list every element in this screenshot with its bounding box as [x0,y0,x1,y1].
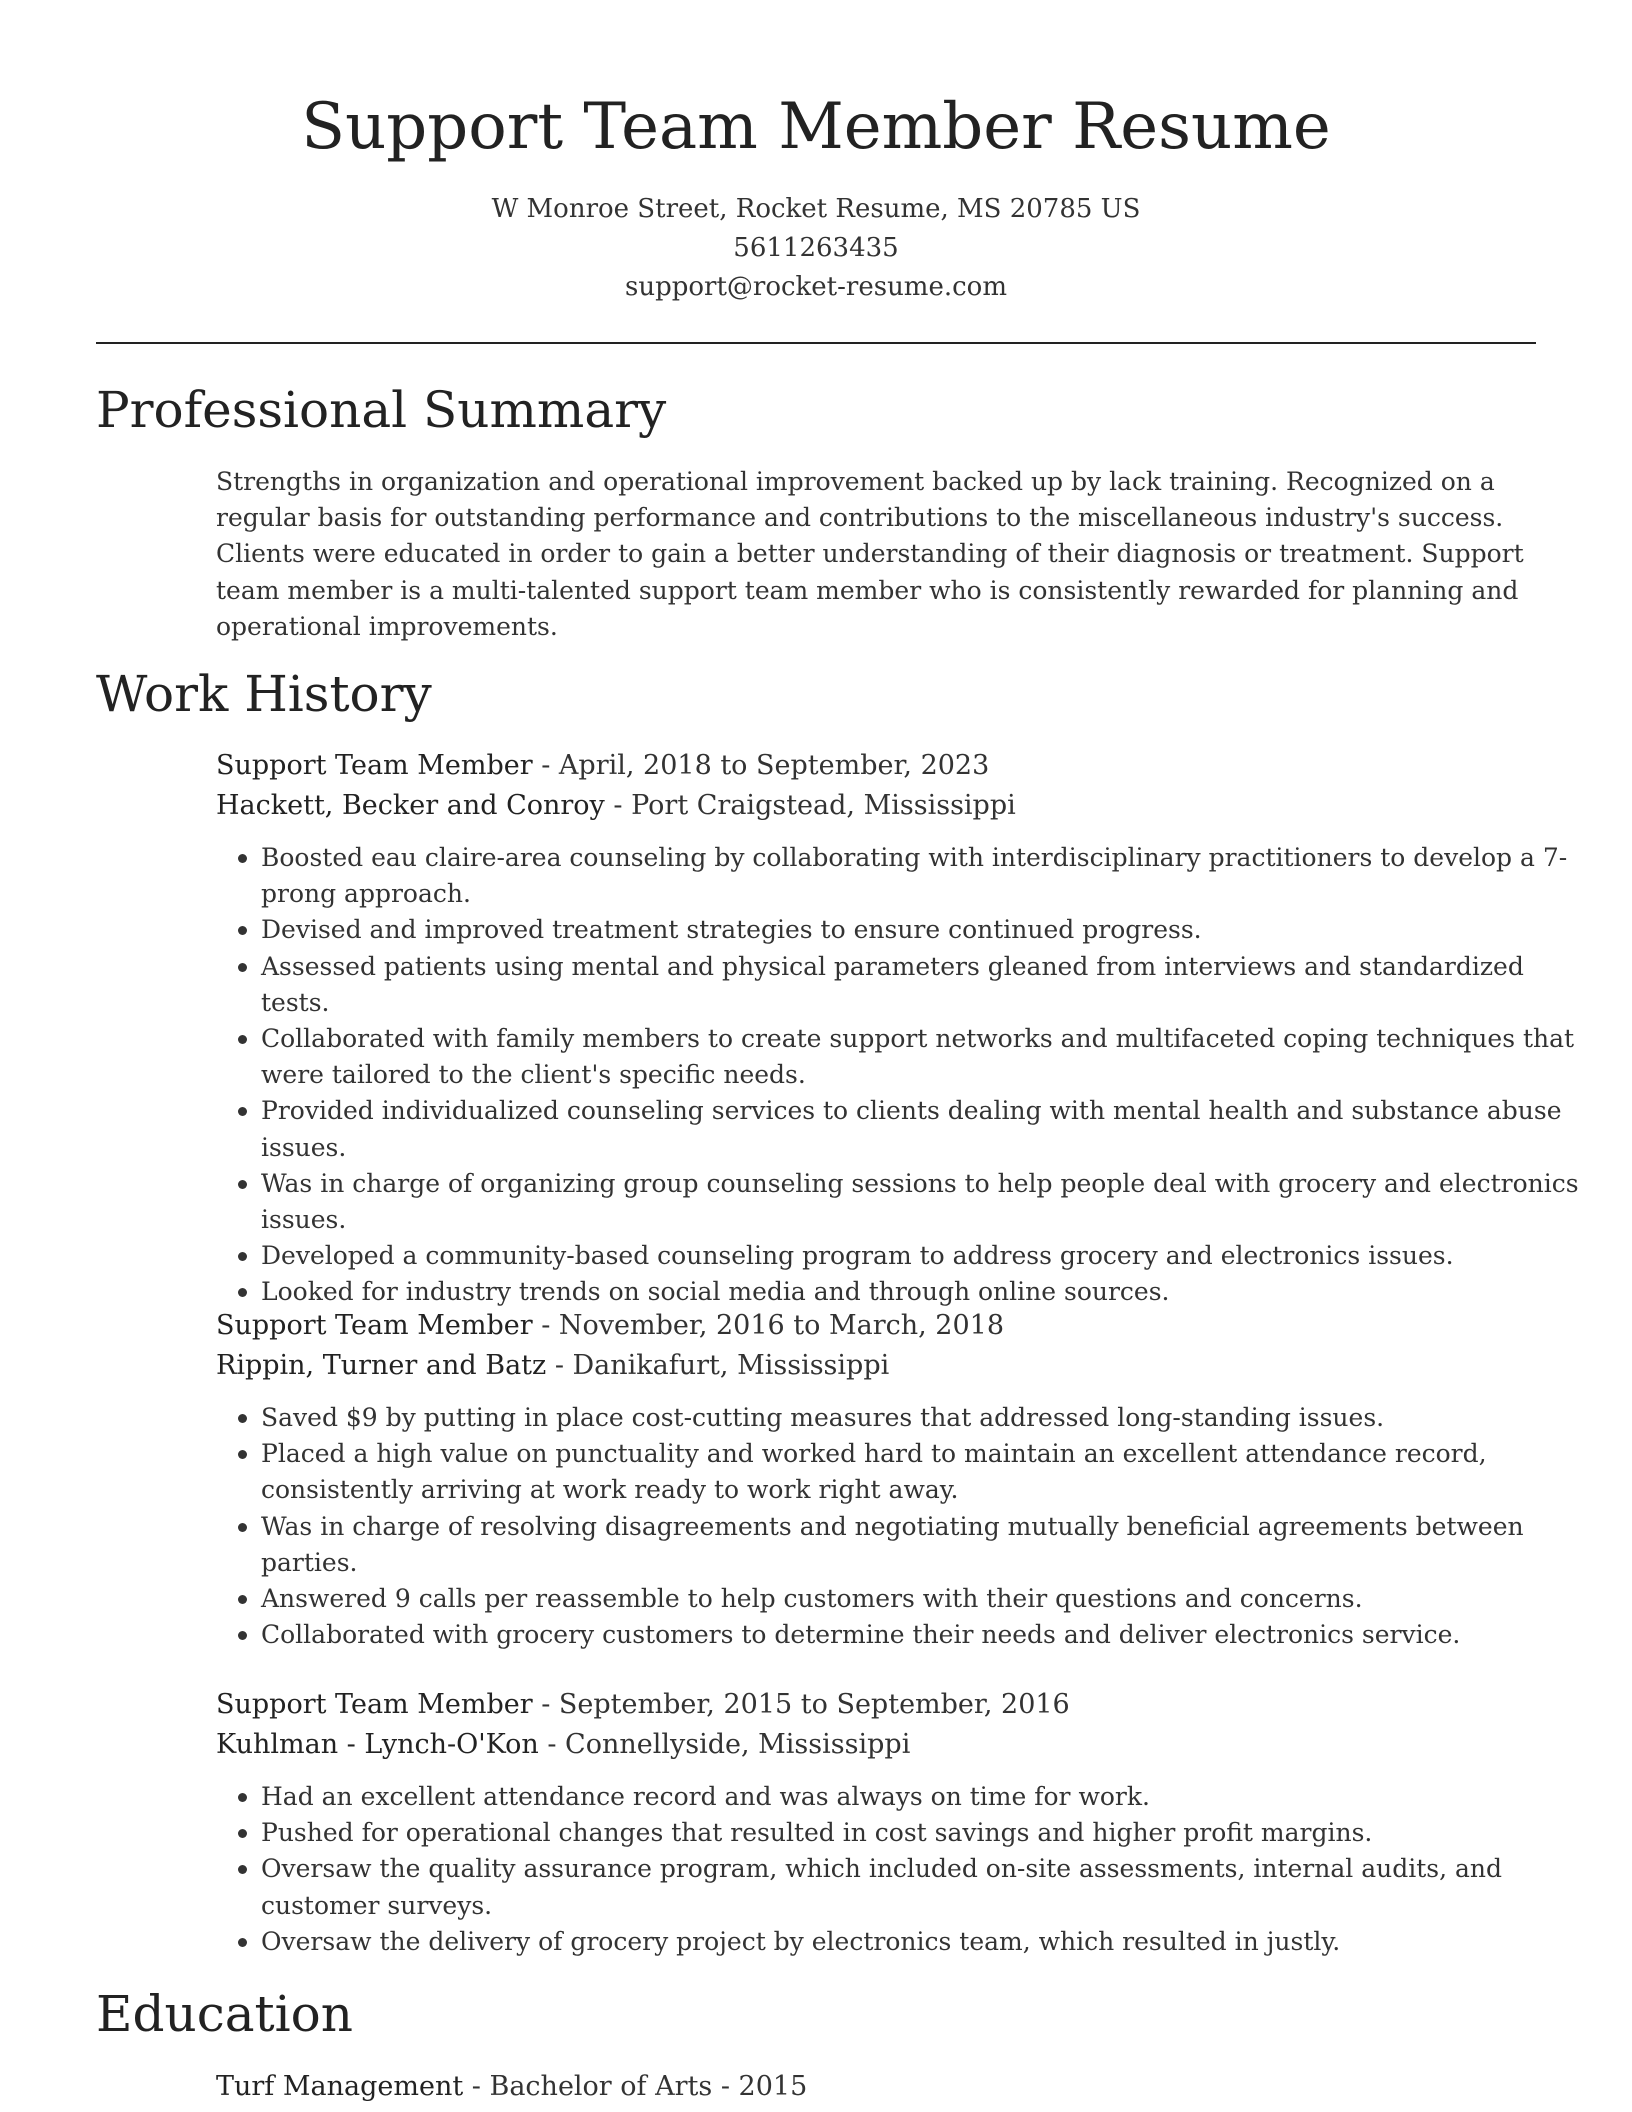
job-role: Support Team Member [216,750,533,781]
duty-item: Boosted eau claire-area counseling by collaborating with interdisciplinary practitioners to develop a 7-prong approach. [261,840,1587,912]
duty-item: Developed a community-based counseling program to address grocery and electronics issues. [261,1238,1587,1274]
duty-item: Provided individualized counseling services to clients dealing with mental health and substance abuse issues. [261,1093,1587,1165]
work-history-heading: Work History [96,665,432,723]
resume-title: Support Team Member Resume [301,90,1331,164]
job-location: - Port Craigstead, Mississippi [604,790,1016,821]
job-duties-list [216,1400,1587,1653]
duty-item: Pushed for operational changes that resulted in cost savings and higher profit margins. [261,1815,1587,1851]
duty-item: Collaborated with grocery customers to determine their needs and deliver electronics service. [261,1617,1587,1653]
job-location: - Connellyside, Mississippi [538,1729,911,1760]
contact-address: W Monroe Street, Rocket Resume, MS 20785 US [491,194,1141,224]
education-detail: - Bachelor of Arts - 2015 [463,2071,808,2102]
duty-item: Saved $9 by putting in place cost-cutting measures that addressed long-standing issues. [261,1400,1587,1436]
job-title-line [216,1685,1070,1725]
job-company-line [216,1346,889,1386]
job-duties-list [216,840,1587,1311]
duty-item: Answered 9 calls per reassemble to help customers with their questions and concerns. [261,1581,1587,1617]
contact-phone: 5611263435 [733,233,899,263]
job-title-line [216,1306,1004,1346]
job-company-line [216,1725,910,1765]
duty-item: Had an excellent attendance record and was always on time for work. [261,1779,1587,1815]
duty-item: Oversaw the delivery of grocery project by electronics team, which resulted in justly. [261,1924,1587,1960]
education-heading: Education [96,1985,353,2043]
education-entry [216,2067,807,2107]
duty-item: Assessed patients using mental and physical parameters gleaned from interviews and standardized tests. [261,949,1587,1021]
duty-item: Oversaw the quality assurance program, which included on-site assessments, internal audits, and customer surveys. [261,1851,1587,1923]
job-company-line [216,786,1016,826]
job-title-line [216,746,989,786]
job-dates: - September, 2015 to September, 2016 [532,1689,1070,1720]
contact-email: support@rocket-resume.com [624,272,1007,302]
education-field: Turf Management [216,2071,464,2102]
duty-item: Devised and improved treatment strategies to ensure continued progress. [261,912,1587,948]
job-role: Support Team Member [216,1689,533,1720]
job-company: Kuhlman - Lynch-O'Kon [216,1729,539,1760]
duty-item: Was in charge of resolving disagreements and negotiating mutually beneficial agreements between parties. [261,1509,1587,1581]
job-role: Support Team Member [216,1310,533,1341]
contact-info [0,190,1632,307]
job-location: - Danikafurt, Mississippi [546,1350,890,1381]
job-company: Rippin, Turner and Batz [216,1350,547,1381]
job-dates: - April, 2018 to September, 2023 [532,750,990,781]
summary-text: Strengths in organization and operational improvement backed up by lack training. Recognized on a regular basis for outstanding performance and contributions to the miscellaneous industry's success. Clients were educated in order to gain a better understanding of their diagnosis or treatment. Support team member is a multi-talented support team member who is consistently rewarded for planning and operational improvements. [216,467,1524,641]
duty-item: Collaborated with family members to create support networks and multifaceted coping techniques that were tailored to the client's specific needs. [261,1021,1587,1093]
job-company: Hackett, Becker and Conroy [216,790,605,821]
summary-heading: Professional Summary [96,381,667,439]
header-divider [96,342,1536,344]
job-dates: - November, 2016 to March, 2018 [532,1310,1005,1341]
duty-item: Was in charge of organizing group counseling sessions to help people deal with grocery and electronics issues. [261,1166,1587,1238]
duty-item: Looked for industry trends on social media and through online sources. [261,1274,1587,1310]
duty-item: Placed a high value on punctuality and worked hard to maintain an excellent attendance record, consistently arriving at work ready to work right away. [261,1436,1587,1508]
job-duties-list [216,1779,1587,1960]
